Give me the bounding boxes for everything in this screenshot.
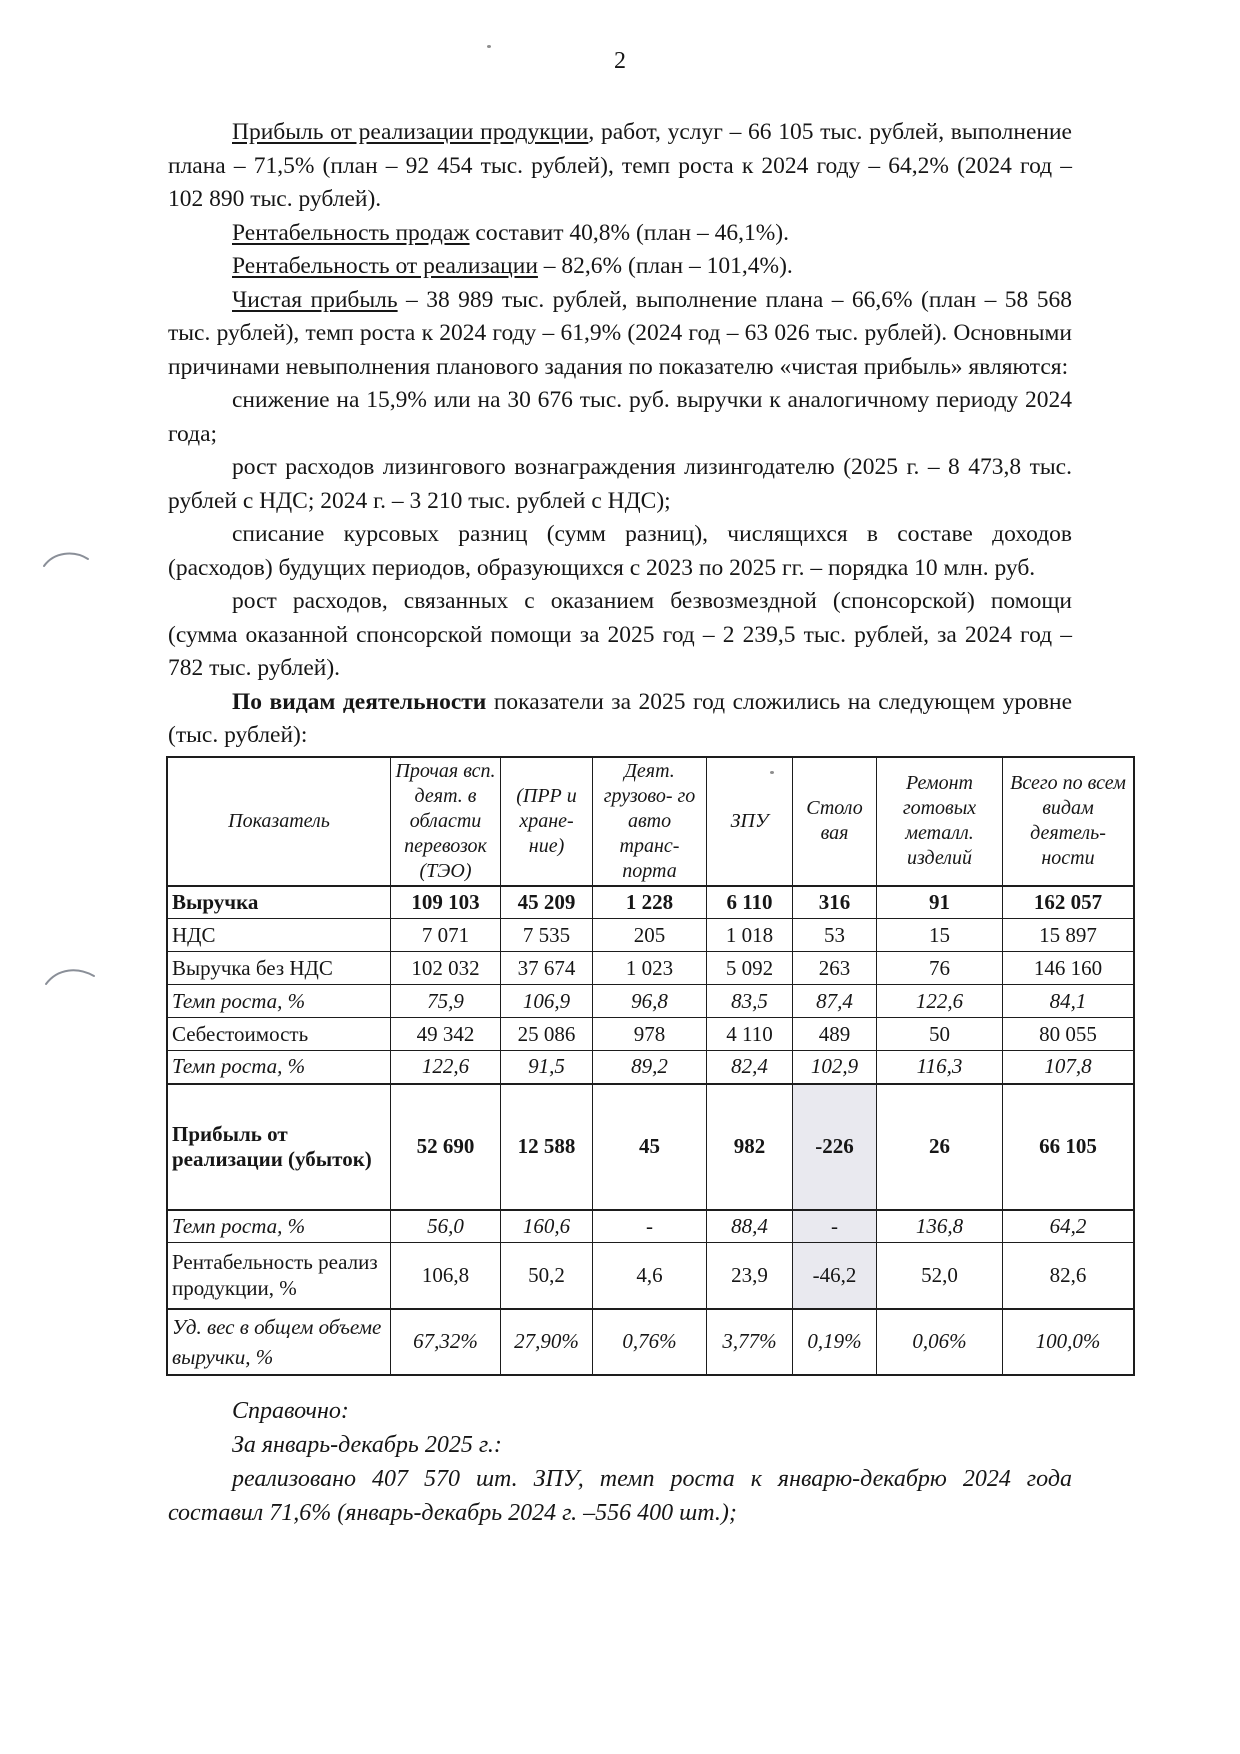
footnote-period: За январь-декабрь 2025 г.:	[232, 1431, 502, 1458]
paragraph-realization-margin	[168, 250, 1072, 284]
column-header: (ПРР и хране- ние)	[501, 757, 593, 886]
table-cell: 66 105	[1003, 1084, 1135, 1210]
row-label: НДС	[167, 919, 391, 952]
table-row	[167, 985, 1134, 1018]
bold-term: По видам деятельности	[232, 688, 487, 715]
row-label: Выручка	[167, 886, 391, 919]
table-cell: 0,06%	[877, 1309, 1003, 1375]
table-row	[167, 1210, 1134, 1243]
column-header: Всего по всем видам деятель- ности	[1003, 757, 1135, 886]
column-header: Столо вая	[793, 757, 877, 886]
table-cell: 6 110	[707, 886, 793, 919]
activity-indicators-table	[166, 756, 1135, 1376]
underlined-term: Чистая прибыль	[232, 286, 398, 313]
scan-speck	[487, 45, 491, 48]
table-cell: 80 055	[1003, 1018, 1135, 1051]
table-cell: 7 535	[501, 919, 593, 952]
table-cell: 160,6	[501, 1210, 593, 1243]
table-cell: 12 588	[501, 1084, 593, 1210]
column-header: Деят. грузово- го авто транс- порта	[593, 757, 707, 886]
table-cell: 102 032	[391, 952, 501, 985]
underlined-term: Прибыль от реализации продукции	[232, 119, 589, 145]
table-cell: 82,6	[1003, 1243, 1135, 1309]
paragraph-text: , работ, услуг – 66 105 тыс. рублей, выполнение плана – 71,5% (план – 92 454 тыс. рублей), темп роста к 2024 году – 64,2% (2024 год – 102 890 тыс. рублей).	[168, 119, 1072, 212]
paragraph-net-profit	[168, 284, 1072, 385]
table-row	[167, 1051, 1134, 1084]
table-cell: 5 092	[707, 952, 793, 985]
paragraph-sales-margin	[168, 217, 1072, 251]
paragraph-profit	[168, 116, 1072, 217]
table-cell: 106,8	[391, 1243, 501, 1309]
table-row	[167, 919, 1134, 952]
footnote-reference-label: Справочно:	[232, 1397, 349, 1424]
table-cell: 0,76%	[593, 1309, 707, 1375]
row-label: Темп роста, %	[167, 985, 391, 1018]
table-cell: 50	[877, 1018, 1003, 1051]
paragraph-leasing-costs: рост расходов лизингового вознаграждения лизингодателю (2025 г. – 8 473,8 тыс. рублей с НДС; 2024 г. – 3 210 тыс. рублей с НДС);	[168, 454, 1072, 514]
table-cell: 7 071	[391, 919, 501, 952]
table-cell: 146 160	[1003, 952, 1135, 985]
table-cell: 316	[793, 886, 877, 919]
table-cell: 205	[593, 919, 707, 952]
table-cell: 87,4	[793, 985, 877, 1018]
table-cell: 1 018	[707, 919, 793, 952]
table-cell: 122,6	[877, 985, 1003, 1018]
margin-pen-mark	[44, 962, 96, 992]
table-header-row	[167, 757, 1134, 886]
table-row	[167, 952, 1134, 985]
underlined-term: Рентабельность продаж	[232, 219, 470, 246]
row-label: Прибыль от реализации (убыток)	[167, 1084, 391, 1210]
column-header: Прочая всп. деят. в области перевозок (ТЭО)	[391, 757, 501, 886]
table-cell: 52 690	[391, 1084, 501, 1210]
table-cell: -	[593, 1210, 707, 1243]
row-label: Уд. вес в общем объеме выручки, %	[167, 1309, 391, 1375]
table-cell: 76	[877, 952, 1003, 985]
table-cell: 23,9	[707, 1243, 793, 1309]
table-cell: -226	[793, 1084, 877, 1210]
row-label: Темп роста, %	[167, 1210, 391, 1243]
table-cell: 162 057	[1003, 886, 1135, 919]
paragraph-text: показатели за 2025 год сложились на следующем уровне (тыс. рублей):	[168, 688, 1072, 748]
table-cell: 106,9	[501, 985, 593, 1018]
paragraph-by-activity	[168, 686, 1072, 753]
scan-speck	[770, 771, 774, 774]
table-cell: 15	[877, 919, 1003, 952]
page-number: 2	[614, 48, 626, 74]
table-cell: 45 209	[501, 886, 593, 919]
table-cell: 122,6	[391, 1051, 501, 1084]
table-cell: 982	[707, 1084, 793, 1210]
underlined-term: Рентабельность от реализации	[232, 253, 538, 279]
table-row	[167, 1084, 1134, 1210]
table-cell: 3,77%	[707, 1309, 793, 1375]
column-header: Ремонт готовых металл. изделий	[877, 757, 1003, 886]
footnote-zpu-sales: реализовано 407 570 шт. ЗПУ, темп роста к январю-декабрю 2024 года составил 71,6% (январь-декабрь 2024 г. –556 400 шт.);	[168, 1465, 1072, 1526]
row-label: Выручка без НДС	[167, 952, 391, 985]
body-text	[168, 116, 1072, 753]
table-cell: 26	[877, 1084, 1003, 1210]
table-row	[167, 886, 1134, 919]
table-cell: 489	[793, 1018, 877, 1051]
column-header: ЗПУ	[707, 757, 793, 886]
table-cell: 50,2	[501, 1243, 593, 1309]
margin-pen-mark	[42, 546, 90, 574]
table-cell: 45	[593, 1084, 707, 1210]
table-row	[167, 1243, 1134, 1309]
column-header: Показатель	[167, 757, 391, 886]
table-cell: 978	[593, 1018, 707, 1051]
table-cell: 88,4	[707, 1210, 793, 1243]
table-cell: 263	[793, 952, 877, 985]
table-cell: 91	[877, 886, 1003, 919]
table-cell: 136,8	[877, 1210, 1003, 1243]
table-cell: 96,8	[593, 985, 707, 1018]
table-cell: -46,2	[793, 1243, 877, 1309]
footnote	[168, 1394, 1072, 1530]
table-cell: 64,2	[1003, 1210, 1135, 1243]
table-cell: 107,8	[1003, 1051, 1135, 1084]
table-cell: 91,5	[501, 1051, 593, 1084]
table-cell: 52,0	[877, 1243, 1003, 1309]
table-body	[167, 886, 1134, 1375]
paragraph-revenue-decline: снижение на 15,9% или на 30 676 тыс. руб. выручки к аналогичному периоду 2024 года;	[168, 387, 1072, 447]
table-cell: 1 023	[593, 952, 707, 985]
paragraph-text: составит 40,8% (план – 46,1%).	[469, 219, 790, 246]
paragraph-text: – 38 989 тыс. рублей, выполнение плана – 66,6% (план – 58 568 тыс. рублей), темп роста к 2024 году – 61,9% (2024 год – 63 026 тыс. рублей). Основными причинами невыполнения планового задания по показателю «чистая прибыль» являются:	[168, 286, 1072, 380]
table-cell: 37 674	[501, 952, 593, 985]
paragraph-exchange-differences: списание курсовых разниц (сумм разниц), числящихся в составе доходов (расходов) будущих периодов, образующихся с 2023 по 2025 гг. – порядка 10 млн. руб.	[168, 521, 1072, 581]
table-cell: 15 897	[1003, 919, 1135, 952]
table-cell: 4,6	[593, 1243, 707, 1309]
table-cell: 56,0	[391, 1210, 501, 1243]
table-cell: 109 103	[391, 886, 501, 919]
table-cell: 83,5	[707, 985, 793, 1018]
table-head	[167, 757, 1134, 886]
table-cell: 102,9	[793, 1051, 877, 1084]
table-cell: 1 228	[593, 886, 707, 919]
table-cell: 27,90%	[501, 1309, 593, 1375]
table-cell: 116,3	[877, 1051, 1003, 1084]
row-label: Темп роста, %	[167, 1051, 391, 1084]
table-cell: 84,1	[1003, 985, 1135, 1018]
table-cell: 0,19%	[793, 1309, 877, 1375]
table-row	[167, 1309, 1134, 1375]
table-cell: 89,2	[593, 1051, 707, 1084]
table-cell: 25 086	[501, 1018, 593, 1051]
row-label: Себестоимость	[167, 1018, 391, 1051]
table-cell: -	[793, 1210, 877, 1243]
table-cell: 53	[793, 919, 877, 952]
paragraph-sponsorship: рост расходов, связанных с оказанием безвозмездной (спонсорской) помощи (сумма оказанной спонсорской помощи за 2025 год – 2 239,5 тыс. рублей, за 2024 год – 782 тыс. рублей).	[168, 588, 1072, 681]
paragraph-text: – 82,6% (план – 101,4%).	[537, 253, 793, 279]
table-cell: 4 110	[707, 1018, 793, 1051]
row-label: Рентабельность реализ продукции, %	[167, 1243, 391, 1309]
table-row	[167, 1018, 1134, 1051]
table-cell: 49 342	[391, 1018, 501, 1051]
table-cell: 67,32%	[391, 1309, 501, 1375]
table-cell: 100,0%	[1003, 1309, 1135, 1375]
table-cell: 82,4	[707, 1051, 793, 1084]
table-cell: 75,9	[391, 985, 501, 1018]
